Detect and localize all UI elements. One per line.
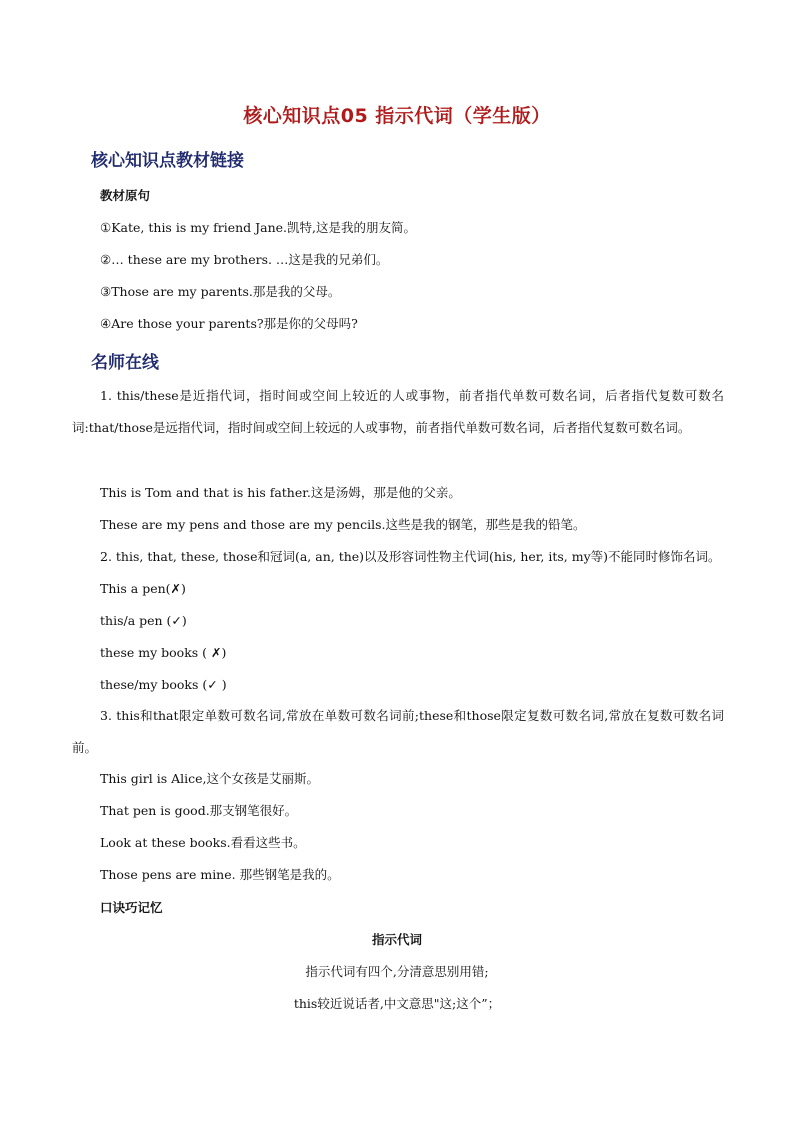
- textbook-sentence-2: ②… these are my brothers. …这是我的兄弟们。: [100, 252, 389, 267]
- rule-3-example-1: This girl is Alice,这个女孩是艾丽斯。: [100, 771, 320, 786]
- document-title: 核心知识点05 指示代词（学生版）: [243, 105, 551, 127]
- textbook-sentence-3: ③Those are my parents.那是我的父母。: [100, 284, 341, 299]
- rule-paragraph-2: 2. this, that, these, those和冠词(a, an, the)以及形容词性物主代词(his, her, its, my等)不能同时修饰名词。: [100, 549, 721, 564]
- rule-2-example-2: this/a pen (✓): [100, 613, 187, 628]
- subheading-textbook-sentences: 教材原句: [100, 188, 151, 203]
- textbook-sentence-1: ①Kate, this is my friend Jane.凯特,这是我的朋友简。: [100, 220, 416, 235]
- subheading-mnemonic: 口诀巧记忆: [100, 900, 163, 915]
- rule-1-example-2: These are my pens and those are my pencils.这些是我的钢笔，那些是我的铅笔。: [100, 517, 586, 532]
- rule-2-example-1: This a pen(✗): [100, 581, 186, 596]
- rule-1-example-1: This is Tom and that is his father.这是汤姆，那是他的父亲。: [100, 485, 461, 500]
- rule-3-example-4: Those pens are mine. 那些钢笔是我的。: [100, 867, 340, 882]
- mnemonic-line-1: 指示代词有四个,分清意思别用错;: [305, 964, 489, 979]
- section-heading-teacher-online: 名师在线: [91, 353, 159, 373]
- mnemonic-line-2: this较近说话者,中文意思"这;这个”；: [293, 996, 501, 1011]
- mnemonic-title: 指示代词: [371, 932, 422, 947]
- rule-2-example-3: these my books ( ✗): [100, 645, 227, 660]
- section-heading-textbook-links: 核心知识点教材链接: [91, 151, 244, 171]
- rule-paragraph-3: 3. this和that限定单数可数名词,常放在单数可数名词前;these和those限定复数可数名词,常放在复数可数名词前。: [72, 708, 724, 755]
- rule-3-example-3: Look at these books.看看这些书。: [100, 835, 306, 850]
- rule-paragraph-1: 1. this/these是近指代词，指时间或空间上较近的人或事物，前者指代单数可数名词，后者指代复数可数名词:that/those是远指代词，指时间或空间上较远的人或事物，前者指代单数可数名词，后者指代复数可数名词。: [72, 388, 724, 435]
- rule-2-example-4: these/my books (✓ ): [100, 677, 227, 692]
- textbook-sentence-4: ④Are those your parents?那是你的父母吗?: [100, 316, 358, 331]
- rule-3-example-2: That pen is good.那支钢笔很好。: [100, 803, 298, 818]
